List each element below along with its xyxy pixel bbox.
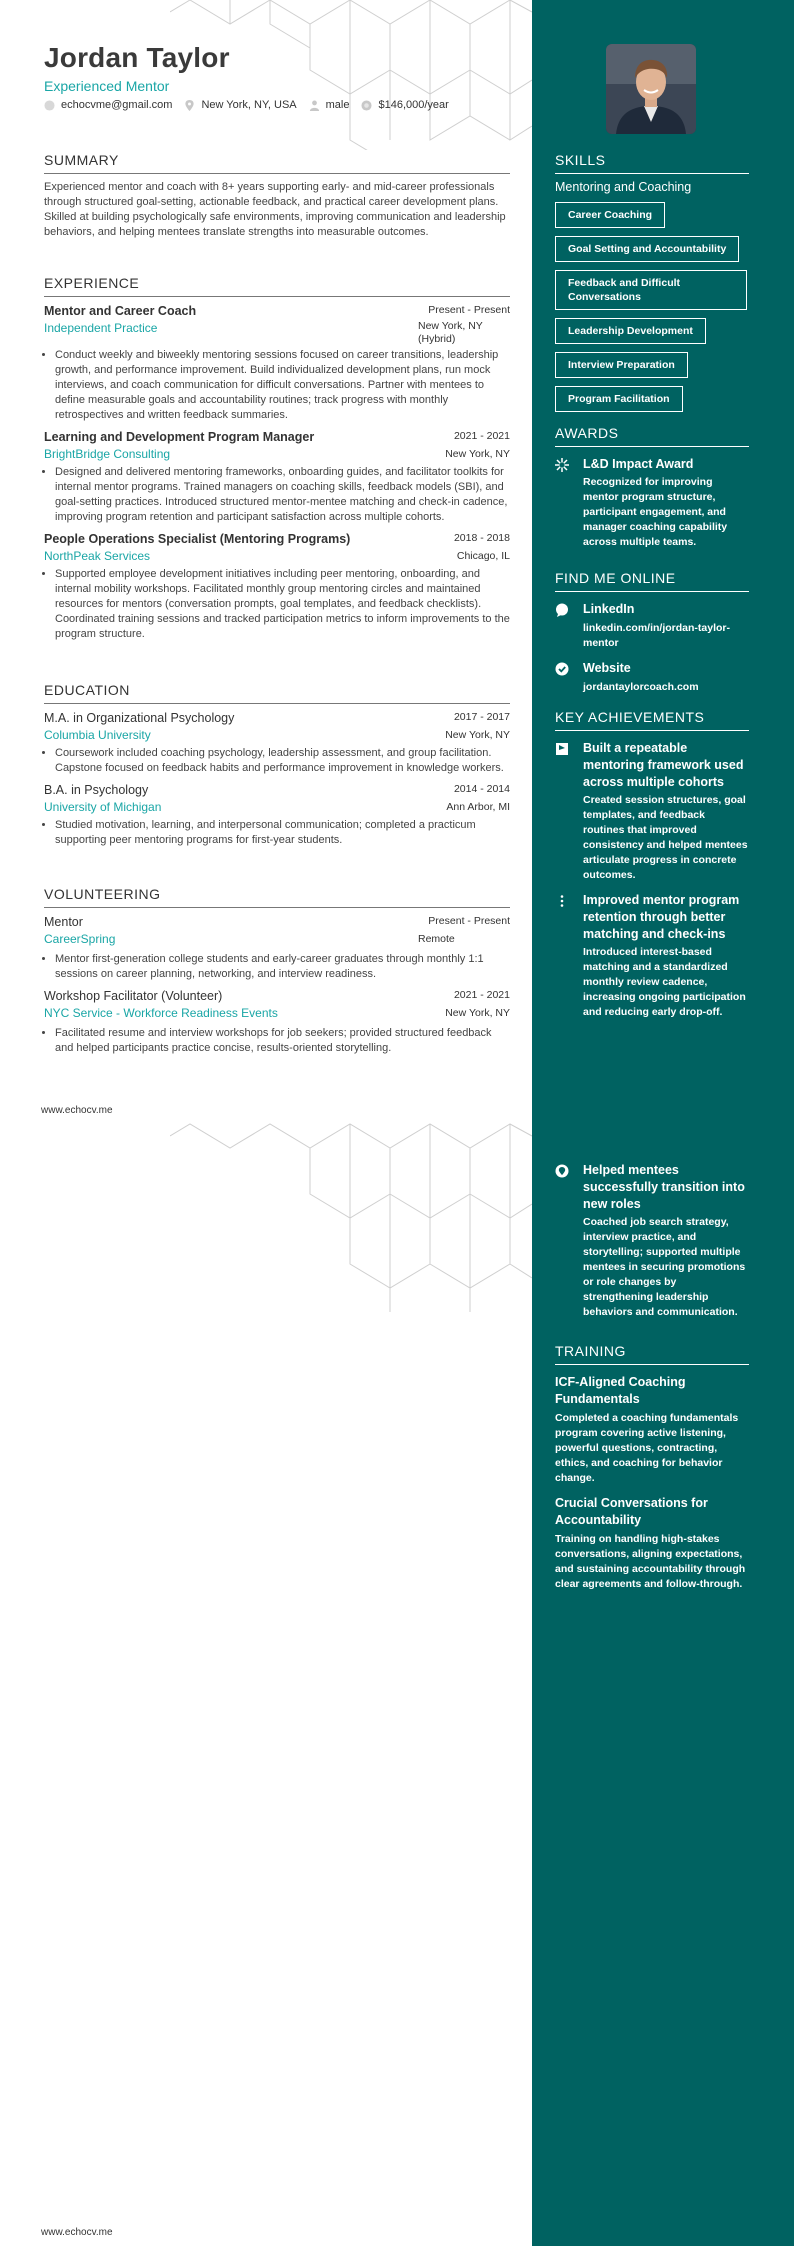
education-section	[44, 682, 510, 848]
training-title: ICF-Aligned Coaching Fundamentals	[555, 1375, 686, 1406]
training-title: Crucial Conversations for Accountability	[555, 1496, 708, 1527]
candidate-title: Experienced Mentor	[44, 78, 170, 94]
volunteer-bullet: • Mentor first-generation college students and early-career graduates through monthly 1:1 sessions on career planning, networking, and interview readiness.	[55, 952, 510, 982]
education-heading: EDUCATION	[44, 682, 510, 704]
avatar	[606, 44, 696, 134]
footer-url-page2[interactable]: www.echocv.me	[41, 2227, 113, 2238]
volunteer-bullet: • Facilitated resume and interview workshops for job seekers; provided structured feedback and helped participants practice concise, results-oriented storytelling.	[55, 1026, 510, 1056]
skills-group: Mentoring and Coaching	[555, 180, 692, 194]
experience-entry	[44, 430, 510, 525]
volunteering-section	[44, 886, 510, 1056]
profile-photo	[606, 44, 696, 134]
employer-name: NorthPeak Services	[44, 549, 151, 563]
volunteer-location: New York, NY	[445, 1007, 510, 1019]
achievement-item	[555, 1162, 749, 1320]
employer-name: Independent Practice	[44, 321, 158, 335]
linkedin-link[interactable]: linkedin.com/in/jordan-taylor-mentor	[583, 622, 731, 649]
online-title: LinkedIn	[583, 602, 635, 616]
location-text: New York, NY, USA	[201, 99, 297, 111]
achievement-item	[555, 892, 749, 1020]
education-dates: 2014 - 2014	[453, 783, 510, 795]
education-entry	[44, 783, 510, 848]
person-icon	[309, 100, 320, 111]
training-description: Completed a coaching fundamentals program covering active listening, powerful questions, contracting, ethics, and coaching for behavior change.	[555, 1412, 739, 1484]
training-description: Training on handling high-stakes conversations, aligning expectations, and sustaining accountability through clear agreements and follow-through.	[555, 1533, 746, 1590]
education-dates: 2017 - 2017	[453, 711, 510, 723]
skill-tag: Career Coaching	[555, 202, 665, 228]
skill-tag: Interview Preparation	[555, 352, 688, 378]
awards-section	[555, 425, 749, 550]
skill-tag: Program Facilitation	[555, 386, 683, 412]
experience-section	[44, 275, 510, 642]
coin-icon	[361, 100, 372, 111]
experience-entry	[44, 304, 510, 423]
online-item-website[interactable]	[555, 660, 749, 695]
employer-name: BrightBridge Consulting	[44, 447, 171, 461]
skill-tag: Feedback and Difficult Conversations	[555, 270, 747, 310]
email-text: echocvme@gmail.com	[61, 99, 173, 111]
salary-text: $146,000/year	[378, 99, 449, 111]
experience-entry	[44, 532, 510, 642]
verified-check-icon	[555, 662, 569, 676]
contact-location	[184, 99, 296, 111]
job-bullet: • Designed and delivered mentoring frameworks, onboarding guides, and facilitator toolkits for internal mentor programs. Trained managers on coaching skills, feedback models (SBI), and goal-setting practices. Introduced structured mentor-mentee matching and check-in cadence, improving program retention and participant satisfaction across multiple cohorts.	[55, 465, 510, 525]
online-heading: FIND ME ONLINE	[555, 570, 749, 592]
job-dates: 2018 - 2018	[453, 532, 510, 544]
volunteer-role: Mentor	[44, 915, 83, 929]
volunteer-dates: Present - Present	[428, 915, 510, 927]
decorative-pattern-middle	[170, 1122, 532, 1312]
online-item-linkedin[interactable]	[555, 601, 749, 651]
achievement-title: Built a repeatable mentoring framework used across multiple cohorts	[583, 741, 744, 789]
candidate-name: Jordan Taylor	[44, 42, 230, 73]
achievements-heading: KEY ACHIEVEMENTS	[555, 709, 749, 731]
award-title: L&D Impact Award	[583, 457, 694, 471]
school-location: New York, NY	[445, 729, 510, 741]
education-bullet: • Studied motivation, learning, and interpersonal communication; completed a practicum supporting peer mentoring programs for first-year students.	[55, 818, 510, 848]
achievements-section	[555, 709, 749, 1020]
training-item	[555, 1495, 749, 1592]
education-bullet: • Coursework included coaching psychology, leadership assessment, and group facilitation. Capstone focused on feedback habits and performance improvement in knowledge workers.	[55, 746, 510, 776]
job-dates: Present - Present	[428, 304, 510, 316]
volunteering-heading: VOLUNTEERING	[44, 886, 510, 908]
skill-tag: Leadership Development	[555, 318, 706, 344]
training-section	[555, 1343, 749, 1592]
job-title: Mentor and Career Coach	[44, 304, 197, 318]
job-location: New York, NY (Hybrid)	[418, 320, 483, 345]
achievement-title: Helped mentees successfully transition into new roles	[583, 1163, 745, 1211]
sparkle-icon	[555, 458, 569, 472]
award-item	[555, 456, 749, 550]
online-section	[555, 570, 749, 695]
job-dates: 2021 - 2021	[453, 430, 510, 442]
contact-salary	[361, 99, 448, 111]
location-pin-icon	[184, 100, 195, 111]
achievement-item	[555, 740, 749, 883]
summary-text: Experienced mentor and coach with 8+ years supporting early- and mid-career professionals through structured goal-setting, actionable feedback, and practical career development plans. Skilled at building psychologically safe environments, improving communication and leadership behaviors, and helping mentees translate strengths into measurable outcomes.	[44, 181, 506, 238]
chat-bubble-icon	[555, 603, 569, 617]
footer-url[interactable]: www.echocv.me	[41, 1105, 113, 1116]
degree-name: M.A. in Organizational Psychology	[44, 711, 235, 725]
website-link[interactable]: jordantaylorcoach.com	[583, 681, 699, 693]
job-location: New York, NY	[445, 448, 510, 460]
awards-heading: AWARDS	[555, 425, 749, 447]
job-bullet: • Supported employee development initiatives including peer mentoring, onboarding, and internal mobility workshops. Facilitated monthly group mentoring circles and maintained resources for mentors (conversation prompts, goal templates, and feedback checklists). Coordinated training sessions and tracked participation metrics to inform improvements to the program structure.	[55, 567, 510, 642]
job-bullet: • Conduct weekly and biweekly mentoring sessions focused on career transitions, leadership growth, and performance improvement. Build individualized development plans, run mock interviews, and coach communication for difficult conversations. Partner with mentees to define measurable goals and accountability routines; track progress with monthly retrospectives and written feedback summaries.	[55, 348, 510, 423]
volunteer-org: CareerSpring	[44, 932, 116, 946]
volunteer-org: NYC Service - Workforce Readiness Events	[44, 1006, 278, 1020]
award-description: Recognized for improving mentor program structure, participant engagement, and manager coaching capability across multiple teams.	[583, 476, 728, 548]
summary-heading: SUMMARY	[44, 152, 510, 174]
more-vertical-icon	[555, 894, 569, 908]
volunteer-location: Remote	[418, 933, 455, 945]
online-title: Website	[583, 661, 631, 675]
job-title: People Operations Specialist (Mentoring Programs)	[44, 532, 351, 546]
school-name: Columbia University	[44, 728, 151, 742]
flag-icon	[555, 742, 569, 756]
volunteer-role: Workshop Facilitator (Volunteer)	[44, 989, 223, 1003]
achievement-title: Improved mentor program retention through better matching and check-ins	[583, 893, 740, 941]
achievement-description: Introduced interest-based matching and a standardized monthly review cadence, increasing ongoing participation and reducing early drop-off.	[583, 946, 746, 1018]
experience-heading: EXPERIENCE	[44, 275, 510, 297]
school-location: Ann Arbor, MI	[446, 801, 510, 813]
decorative-pattern-top	[170, 0, 532, 150]
achievement-description: Created session structures, goal templates, and feedback routines that improved consistency and helped mentees articulate progress in concrete outcomes.	[583, 794, 748, 881]
skills-section	[555, 152, 749, 412]
lightbulb-icon	[555, 1164, 569, 1178]
school-name: University of Michigan	[44, 800, 162, 814]
achievement-description: Coached job search strategy, interview practice, and storytelling; supported multiple mentees in securing promotions or role changes by strengthening leadership behaviors and communication.	[583, 1216, 746, 1318]
volunteer-dates: 2021 - 2021	[453, 989, 510, 1001]
achievements-continued	[555, 1162, 749, 1320]
job-title: Learning and Development Program Manager	[44, 430, 315, 444]
summary-section	[44, 152, 510, 240]
training-heading: TRAINING	[555, 1343, 749, 1365]
contact-email[interactable]	[44, 99, 172, 111]
contact-gender	[309, 99, 350, 111]
education-entry	[44, 711, 510, 776]
skill-tag: Goal Setting and Accountability	[555, 236, 739, 262]
skills-heading: SKILLS	[555, 152, 749, 174]
contact-row	[44, 99, 449, 111]
volunteering-entry	[44, 915, 510, 982]
email-icon	[44, 100, 55, 111]
degree-name: B.A. in Psychology	[44, 783, 149, 797]
volunteering-entry	[44, 989, 510, 1056]
gender-text: male	[325, 99, 350, 111]
job-location: Chicago, IL	[456, 550, 510, 562]
training-item	[555, 1374, 749, 1486]
